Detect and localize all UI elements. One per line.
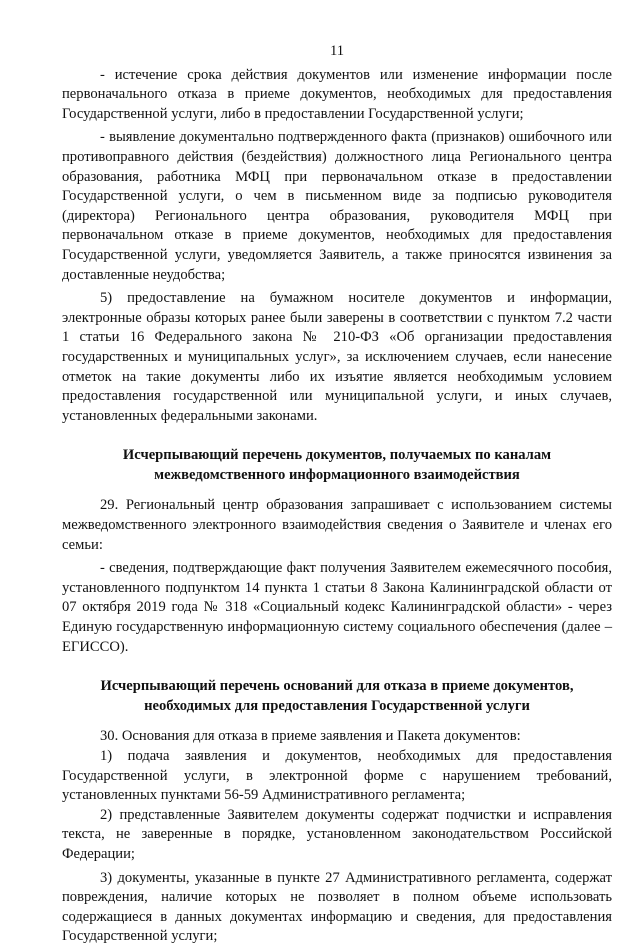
- heading-line: Исчерпывающий перечень документов, получаемых по каналам: [122, 447, 552, 464]
- paragraph-expiry: - истечение срока действия документов или изменение информации после первоначального отказа в приеме документов, необходимых для предоставления Государственной услуги, либо в предоставлении Государственной услуги;: [62, 66, 612, 122]
- section-heading-interagency-documents: [62, 446, 612, 485]
- heading-line: Исчерпывающий перечень оснований для отказа в приеме документов,: [100, 678, 574, 695]
- paragraph-30: 30. Основания для отказа в приеме заявления и Пакета документов:: [100, 728, 521, 745]
- paragraph-error-fact: - выявление документально подтвержденного факта (признаков) ошибочного или противоправного действия (бездействия) должностного лица Регионального центра образования, работника МФЦ при первоначальном отказе в предоставлении Государственной услуги, о чем в письменном виде за подписью руководителя (директора) Регионального центра образования, руководителя МФЦ при первоначальном отказе в приеме документов, необходимых для предоставления Государственной услуги, уведомляется Заявитель, а также приносятся извинения за доставленные неудобства;: [62, 129, 612, 283]
- paragraph-29: 29. Региональный центр образования запрашивает с использованием системы межведомственного электронного взаимодействия сведения о Заявителе и членах его семьи:: [62, 497, 612, 553]
- section-heading-refusal-grounds: [62, 677, 612, 716]
- page-number: 11: [329, 43, 345, 59]
- paragraph-item-2: 2) представленные Заявителем документы содержат подчистки и исправления текста, не заверенные в порядке, установленном законодательством Российской Федерации;: [62, 806, 612, 862]
- paragraph-item-5: 5) предоставление на бумажном носителе документов и информации, электронные образы которых ранее были заверены в соответствии с пунктом 7.2 части 1 статьи 16 Федерального закона № 210-ФЗ «Об организации предоставления государственных и муниципальных услуг», за исключением случаев, если нанесение отметок на такие документы либо их изъятие является необходимым условием предоставления государственной или муниципальной услуги, и иных случаев, установленных федеральными законами.: [62, 290, 612, 424]
- heading-line: межведомственного информационного взаимодействия: [154, 466, 520, 483]
- paragraph-item-3: 3) документы, указанные в пункте 27 Административного регламента, содержат повреждения, наличие которых не позволяет в полном объеме использовать содержащиеся в данных документах информацию и сведения, для предоставления Государственной услуги;: [62, 869, 612, 945]
- paragraph-item-1: 1) подача заявления и документов, необходимых для предоставления Государственной услуги, в электронной форме с нарушением требований, установленных пунктами 56-59 Административного регламента;: [62, 748, 612, 804]
- paragraph-egisso: - сведения, подтверждающие факт получения Заявителем ежемесячного пособия, установленного подпунктом 14 пункта 1 статьи 8 Закона Калининградской области от 07 октября 2019 года № 318 «Социальный кодекс Калининградской области» - через Единую государственную информационную систему социального обеспечения (далее – ЕГИССО).: [62, 560, 612, 655]
- heading-line: необходимых для предоставления Государственной услуги: [144, 697, 530, 714]
